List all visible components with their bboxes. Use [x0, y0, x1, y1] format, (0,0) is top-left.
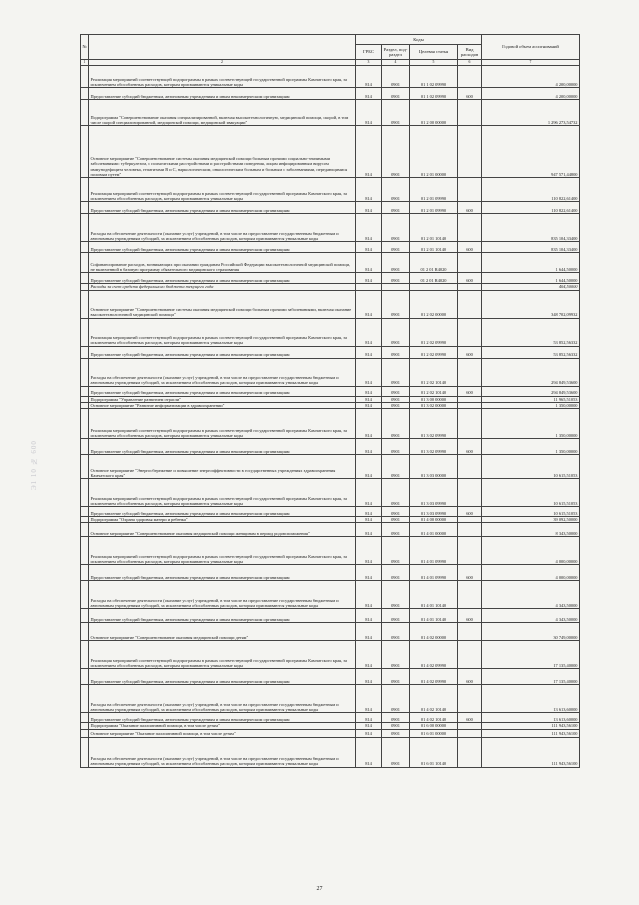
- cell-name: Предоставление субсидий бюджетным, автономным учреждениям и иным некоммерческим организациям: [89, 439, 356, 455]
- cell-grbs: 814: [356, 273, 382, 284]
- cell-num: [81, 66, 89, 88]
- cell-expense-type: [458, 623, 482, 641]
- table-row: [81, 318, 580, 346]
- cell-expense-type: 600: [458, 669, 482, 685]
- cell-expense-type: 600: [458, 88, 482, 100]
- cell-target-article: 01 2 01 10140: [410, 242, 458, 253]
- cell-target-article: 01 4 01 10140: [410, 581, 458, 609]
- cell-grbs: 814: [356, 537, 382, 565]
- cell-razdel: 0901: [382, 609, 410, 623]
- cell-target-article: 01 4 02 10140: [410, 713, 458, 723]
- cell-expense-type: [458, 100, 482, 126]
- cell-target-article: 01 4 02 09990: [410, 669, 458, 685]
- cell-expense-type: 600: [458, 386, 482, 396]
- cell-name: Расходы на обеспечение деятельности (оказание услуг) учреждений, в том числе на предоставление государственным бюджетным и автономным учреждениям субсидий, за исключением обособленных расходов, которым присваиваются уникальные коды: [89, 737, 356, 767]
- cell-grbs: 814: [356, 88, 382, 100]
- header-sum: Годовой объем ассигнований: [482, 35, 580, 60]
- cell-grbs: 814: [356, 178, 382, 202]
- header-razdel: Раздел, под-раздел: [382, 45, 410, 60]
- cell-grbs: 814: [356, 66, 382, 88]
- cell-num: [81, 273, 89, 284]
- cell-target-article: 01 4 01 00000: [410, 523, 458, 537]
- cell-name: Расходы на обеспечение деятельности (оказание услуг) учреждений, в том числе на предоставление государственным бюджетным и автономным учреждениям субсидий, за исключением обособленных расходов, которым присваиваются уникальные коды: [89, 581, 356, 609]
- cell-sum: 30 749,00000: [482, 623, 580, 641]
- cell-sum: 10 615,51053: [482, 479, 580, 507]
- cell-razdel: 0901: [382, 439, 410, 455]
- cell-target-article: 01 2 01 09990: [410, 178, 458, 202]
- cell-grbs: 814: [356, 609, 382, 623]
- cell-name: Предоставление субсидий бюджетным, автономным учреждениям и иным некоммерческим организациям: [89, 507, 356, 517]
- table-row: [81, 609, 580, 623]
- cell-name: Расходы за счет средств федерального бюджета текущего года: [89, 284, 356, 290]
- cell-grbs: 814: [356, 623, 382, 641]
- cell-sum: 4 343,50000: [482, 609, 580, 623]
- cell-sum: 53 852,56332: [482, 346, 580, 358]
- cell-grbs: 814: [356, 737, 382, 767]
- cell-num: [81, 669, 89, 685]
- cell-razdel: 0901: [382, 623, 410, 641]
- cell-target-article: 01 1 02 09990: [410, 88, 458, 100]
- cell-razdel: 0901: [382, 723, 410, 729]
- table-row: [81, 386, 580, 396]
- cell-target-article: 01 4 02 10140: [410, 685, 458, 713]
- cell-expense-type: [458, 729, 482, 737]
- cell-sum: 1 644,50000: [482, 253, 580, 273]
- table-row: [81, 669, 580, 685]
- cell-expense-type: [458, 479, 482, 507]
- header-name: [89, 35, 356, 60]
- cell-target-article: 01 2 02 10140: [410, 358, 458, 386]
- cell-expense-type: 600: [458, 202, 482, 214]
- cell-name: Предоставление субсидий бюджетным, автономным учреждениям и иным некоммерческим организациям: [89, 346, 356, 358]
- cell-expense-type: 600: [458, 242, 482, 253]
- cell-name: Основное мероприятие "Совершенствование оказания медицинской помощи женщинам в период родовспоможения": [89, 523, 356, 537]
- cell-name: Предоставление субсидий бюджетным, автономным учреждениям и иным некоммерческим организациям: [89, 669, 356, 685]
- cell-razdel: 0901: [382, 737, 410, 767]
- cell-grbs: 814: [356, 565, 382, 581]
- cell-name: Софинансирование расходов, возникающих при оказании гражданам Российской Федерации высокотехнологичной медицинской помощи, не включенной в базовую программу обязательного медицинского страхования: [89, 253, 356, 273]
- table-row: [81, 358, 580, 386]
- cell-grbs: 814: [356, 409, 382, 439]
- table-row: [81, 623, 580, 641]
- cell-grbs: 814: [356, 713, 382, 723]
- cell-target-article: 01 3 03 09990: [410, 479, 458, 507]
- cell-sum: 4 200,00000: [482, 88, 580, 100]
- cell-sum: 39 092,50000: [482, 517, 580, 523]
- cell-expense-type: 600: [458, 346, 482, 358]
- cell-sum: 17 135,40000: [482, 641, 580, 669]
- cell-expense-type: [458, 178, 482, 202]
- cell-sum: 4 000,00000: [482, 565, 580, 581]
- cell-name: Реализация мероприятий соответствующей подпрограммы в рамках соответствующей государственной программы Камчатского края, за исключением обособленных расходов, которым присваиваются уникальные коды: [89, 178, 356, 202]
- cell-razdel: 0901: [382, 517, 410, 523]
- cell-grbs: 814: [356, 455, 382, 479]
- cell-grbs: 814: [356, 523, 382, 537]
- cell-target-article: 01 4 01 09990: [410, 565, 458, 581]
- cell-sum: 8 343,50000: [482, 523, 580, 537]
- cell-name: Расходы на обеспечение деятельности (оказание услуг) учреждений, в том числе на предоставление государственным бюджетным и автономным учреждениям субсидий, за исключением обособленных расходов, которым присваиваются уникальные коды: [89, 358, 356, 386]
- table-row: [81, 685, 580, 713]
- cell-target-article: 01 4 01 10140: [410, 609, 458, 623]
- cell-sum: 13 613,60000: [482, 713, 580, 723]
- cell-sum: 835 104,33400: [482, 242, 580, 253]
- cell-razdel: 0901: [382, 214, 410, 242]
- cell-expense-type: 600: [458, 439, 482, 455]
- table-row: [81, 178, 580, 202]
- table-row: [81, 409, 580, 439]
- cell-razdel: 0901: [382, 523, 410, 537]
- cell-num: [81, 318, 89, 346]
- table-row: [81, 273, 580, 284]
- table-row: [81, 581, 580, 609]
- cell-name: Предоставление субсидий бюджетным, автономным учреждениям и иным некоммерческим организациям: [89, 242, 356, 253]
- cell-razdel: 0901: [382, 100, 410, 126]
- table-row: [81, 479, 580, 507]
- cell-num: [81, 358, 89, 386]
- cell-num: [81, 641, 89, 669]
- table-row: [81, 126, 580, 178]
- cell-target-article: 01 2 00 00000: [410, 100, 458, 126]
- cell-expense-type: [458, 290, 482, 318]
- cell-name: Подпрограмма "Охрана здоровья матери и ребенка": [89, 517, 356, 523]
- cell-num: [81, 581, 89, 609]
- index-cell: 5: [410, 60, 458, 66]
- cell-name: Основное мероприятие "Совершенствование системы оказания медицинской помощи больным прочими заболеваниями, включая оказание высокотехнологичной медицинской помощи": [89, 290, 356, 318]
- cell-expense-type: 600: [458, 609, 482, 623]
- table-row: [81, 565, 580, 581]
- cell-grbs: 814: [356, 318, 382, 346]
- cell-razdel: 0901: [382, 396, 410, 402]
- cell-sum: 13 613,60000: [482, 685, 580, 713]
- cell-name: Реализация мероприятий соответствующей подпрограммы в рамках соответствующей государственной программы Камчатского края, за исключением обособленных расходов, которым присваиваются уникальные коды: [89, 409, 356, 439]
- cell-num: [81, 507, 89, 517]
- cell-razdel: 0901: [382, 641, 410, 669]
- table-row: [81, 202, 580, 214]
- cell-razdel: 0901: [382, 402, 410, 408]
- table-row: [81, 537, 580, 565]
- cell-razdel: 0901: [382, 479, 410, 507]
- cell-num: [81, 386, 89, 396]
- cell-razdel: 0901: [382, 581, 410, 609]
- cell-razdel: 0901: [382, 669, 410, 685]
- cell-target-article: 01 2 01 00000: [410, 126, 458, 178]
- cell-target-article: 01 4 02 09990: [410, 641, 458, 669]
- cell-expense-type: [458, 358, 482, 386]
- header-grbs: ГРБС: [356, 45, 382, 60]
- cell-razdel: 0901: [382, 88, 410, 100]
- cell-num: [81, 713, 89, 723]
- cell-grbs: 814: [356, 669, 382, 685]
- header-codes: Коды: [356, 35, 482, 45]
- cell-num: [81, 290, 89, 318]
- table-row: [81, 346, 580, 358]
- cell-name: Подпрограмма "Совершенствование оказания специализированной, включая высокотехнологичную, медицинской помощи, скорой, в том числе скорой специализированной, медицинской помощи, медицинской эвакуации": [89, 100, 356, 126]
- cell-sum: 53 852,56332: [482, 318, 580, 346]
- cell-razdel: 0901: [382, 409, 410, 439]
- cell-name: Предоставление субсидий бюджетным, автономным учреждениям и иным некоммерческим организациям: [89, 386, 356, 396]
- index-cell: 4: [382, 60, 410, 66]
- cell-razdel: 0901: [382, 318, 410, 346]
- cell-name: Основное мероприятие "Оказание паллиативной помощи, в том числе детям": [89, 729, 356, 737]
- cell-target-article: 01 2 01 09990: [410, 202, 458, 214]
- cell-name: Предоставление субсидий бюджетным, автономным учреждениям и иным некоммерческим организациям: [89, 713, 356, 723]
- header-num: №: [81, 35, 89, 60]
- cell-expense-type: [458, 455, 482, 479]
- cell-num: [81, 253, 89, 273]
- cell-num: [81, 685, 89, 713]
- cell-num: [81, 565, 89, 581]
- cell-grbs: 814: [356, 100, 382, 126]
- cell-num: [81, 623, 89, 641]
- cell-grbs: 814: [356, 290, 382, 318]
- cell-name: Предоставление субсидий бюджетным, автономным учреждениям и иным некоммерческим организациям: [89, 202, 356, 214]
- cell-expense-type: 600: [458, 273, 482, 284]
- table-row: [81, 439, 580, 455]
- cell-num: [81, 523, 89, 537]
- cell-sum: 10 615,51053: [482, 455, 580, 479]
- cell-name: Основное мероприятие "Развитие информатизации в здравоохранении": [89, 402, 356, 408]
- margin-stamp: Э1 10 № 600: [30, 440, 38, 490]
- cell-razdel: 0901: [382, 729, 410, 737]
- cell-target-article: 01 4 00 00000: [410, 517, 458, 523]
- cell-sum: 294 849,53600: [482, 386, 580, 396]
- cell-target-article: 01 6 01 00000: [410, 729, 458, 737]
- cell-sum: 4 200,00000: [482, 66, 580, 88]
- table-row: [81, 455, 580, 479]
- cell-razdel: 0901: [382, 202, 410, 214]
- cell-sum: 17 135,40000: [482, 669, 580, 685]
- cell-razdel: 0901: [382, 178, 410, 202]
- cell-name: Основное мероприятие "Энергосбережение и повышение энергоэффективности в государственных учреждениях здравоохранения Камчатского края": [89, 455, 356, 479]
- cell-grbs: 814: [356, 396, 382, 402]
- cell-grbs: 814: [356, 507, 382, 517]
- table-row: [81, 641, 580, 669]
- cell-expense-type: [458, 685, 482, 713]
- table-row: [81, 713, 580, 723]
- cell-name: Подпрограмма "Управление развитием отрасли": [89, 396, 356, 402]
- cell-name: Основное мероприятие "Совершенствование оказания медицинской помощи детям": [89, 623, 356, 641]
- index-cell: 6: [458, 60, 482, 66]
- cell-name: Подпрограмма "Оказание паллиативной помощи, в том числе детям": [89, 723, 356, 729]
- cell-sum: 294 849,53600: [482, 358, 580, 386]
- cell-target-article: 01 4 02 00000: [410, 623, 458, 641]
- cell-num: [81, 537, 89, 565]
- cell-target-article: 01 3 02 00000: [410, 402, 458, 408]
- cell-num: [81, 729, 89, 737]
- cell-target-article: 01 2 02 10140: [410, 386, 458, 396]
- table-row: [81, 100, 580, 126]
- cell-num: [81, 88, 89, 100]
- table-row: [81, 253, 580, 273]
- cell-target-article: 01 6 01 10140: [410, 737, 458, 767]
- cell-sum: 1 296 273,54732: [482, 100, 580, 126]
- cell-sum: 110 822,61400: [482, 178, 580, 202]
- cell-grbs: 814: [356, 517, 382, 523]
- cell-razdel: 0901: [382, 455, 410, 479]
- page-number: 27: [316, 886, 323, 892]
- cell-expense-type: [458, 409, 482, 439]
- table-row: [81, 737, 580, 767]
- cell-razdel: 0901: [382, 713, 410, 723]
- table-row: [81, 729, 580, 737]
- cell-expense-type: [458, 641, 482, 669]
- cell-num: [81, 202, 89, 214]
- table-row: [81, 242, 580, 253]
- cell-target-article: 01 3 00 00000: [410, 396, 458, 402]
- cell-grbs: 814: [356, 386, 382, 396]
- cell-name: Основное мероприятие "Совершенствование системы оказания медицинской помощи больным прочими социально-значимыми заболеваниями: туберкулезом, с психическими расстройствами и расстройствами поведения, лицам инфицированным вирусом иммунодефицита человека, гепатитами B и C, наркологическим, онкологическим больным и больным с заболеваниями, передающимися половым путем": [89, 126, 356, 178]
- cell-target-article: 01 2 02 00000: [410, 290, 458, 318]
- cell-num: [81, 214, 89, 242]
- cell-sum: 835 104,33400: [482, 214, 580, 242]
- cell-grbs: 814: [356, 214, 382, 242]
- cell-razdel: 0901: [382, 507, 410, 517]
- cell-razdel: 0901: [382, 346, 410, 358]
- cell-sum: 111 943,56100: [482, 723, 580, 729]
- cell-sum: 110 822,61400: [482, 202, 580, 214]
- cell-expense-type: [458, 581, 482, 609]
- cell-num: [81, 479, 89, 507]
- cell-target-article: 01 2 02 09990: [410, 346, 458, 358]
- cell-expense-type: 600: [458, 565, 482, 581]
- cell-num: [81, 439, 89, 455]
- cell-grbs: 814: [356, 346, 382, 358]
- budget-table: [80, 34, 580, 768]
- cell-razdel: 0901: [382, 253, 410, 273]
- cell-razdel: 0901: [382, 273, 410, 284]
- cell-target-article: 01 3 02 09990: [410, 409, 458, 439]
- cell-target-article: 01 2 01 R4020: [410, 273, 458, 284]
- cell-name: Предоставление субсидий бюджетным, автономным учреждениям и иным некоммерческим организациям: [89, 609, 356, 623]
- cell-name: Расходы на обеспечение деятельности (оказание услуг) учреждений, в том числе на предоставление государственным бюджетным и автономным учреждениям субсидий, за исключением обособленных расходов, которым присваиваются уникальные коды: [89, 685, 356, 713]
- cell-grbs: 814: [356, 202, 382, 214]
- cell-grbs: 814: [356, 358, 382, 386]
- cell-expense-type: [458, 318, 482, 346]
- cell-num: [81, 242, 89, 253]
- cell-num: [81, 346, 89, 358]
- cell-name: Предоставление субсидий бюджетным, автономным учреждениям и иным некоммерческим организациям: [89, 88, 356, 100]
- cell-name: Реализация мероприятий соответствующей подпрограммы в рамках соответствующей государственной программы Камчатского края, за исключением обособленных расходов, которым присваиваются уникальные коды: [89, 479, 356, 507]
- cell-name: Предоставление субсидий бюджетным, автономным учреждениям и иным некоммерческим организациям: [89, 273, 356, 284]
- cell-num: [81, 609, 89, 623]
- cell-name: Расходы на обеспечение деятельности (оказание услуг) учреждений, в том числе на предоставление государственным бюджетным и автономным учреждениям субсидий, за исключением обособленных расходов, которым присваиваются уникальные коды: [89, 214, 356, 242]
- header-cs: Целевая статья: [410, 45, 458, 60]
- table-row: [81, 523, 580, 537]
- cell-num: [81, 126, 89, 178]
- table-row: [81, 290, 580, 318]
- cell-grbs: 814: [356, 126, 382, 178]
- cell-name: Реализация мероприятий соответствующей подпрограммы в рамках соответствующей государственной программы Камчатского края, за исключением обособленных расходов, которым присваиваются уникальные коды: [89, 641, 356, 669]
- table-row: [81, 66, 580, 88]
- cell-target-article: 01 2 01 10140: [410, 214, 458, 242]
- cell-sum: 947 571,44800: [482, 126, 580, 178]
- cell-grbs: 814: [356, 479, 382, 507]
- cell-sum: 348 702,09932: [482, 290, 580, 318]
- cell-razdel: 0901: [382, 290, 410, 318]
- cell-target-article: 01 2 01 R4020: [410, 253, 458, 273]
- cell-grbs: 814: [356, 253, 382, 273]
- cell-expense-type: [458, 253, 482, 273]
- cell-expense-type: [458, 66, 482, 88]
- cell-sum: 1 350,00000: [482, 409, 580, 439]
- cell-sum: 1 644,50000: [482, 273, 580, 284]
- cell-target-article: 01 2 02 09990: [410, 318, 458, 346]
- cell-sum: 1 350,00000: [482, 439, 580, 455]
- cell-razdel: 0901: [382, 66, 410, 88]
- cell-target-article: 01 1 02 09990: [410, 66, 458, 88]
- cell-sum: 4 343,50000: [482, 581, 580, 609]
- cell-razdel: 0901: [382, 358, 410, 386]
- index-cell: 1: [81, 60, 89, 66]
- cell-expense-type: [458, 126, 482, 178]
- cell-sum: 10 615,51053: [482, 507, 580, 517]
- cell-num: [81, 455, 89, 479]
- cell-num: [81, 409, 89, 439]
- cell-sum: 111 943,56100: [482, 737, 580, 767]
- cell-razdel: 0901: [382, 685, 410, 713]
- cell-expense-type: [458, 214, 482, 242]
- cell-target-article: 01 3 02 09990: [410, 439, 458, 455]
- cell-grbs: 814: [356, 439, 382, 455]
- cell-sum: 11 965,51053: [482, 396, 580, 402]
- cell-grbs: 814: [356, 685, 382, 713]
- cell-grbs: 814: [356, 729, 382, 737]
- index-cell: 7: [482, 60, 580, 66]
- cell-target-article: 01 3 03 09990: [410, 507, 458, 517]
- cell-expense-type: [458, 537, 482, 565]
- cell-target-article: 01 6 00 00000: [410, 723, 458, 729]
- cell-target-article: 01 3 03 00000: [410, 455, 458, 479]
- cell-expense-type: 600: [458, 713, 482, 723]
- cell-sum: 1 350,00000: [482, 402, 580, 408]
- cell-razdel: 0901: [382, 565, 410, 581]
- cell-grbs: 814: [356, 641, 382, 669]
- cell-name: Реализация мероприятий соответствующей подпрограммы в рамках соответствующей государственной программы Камчатского края, за исключением обособленных расходов, которым присваиваются уникальные коды: [89, 537, 356, 565]
- cell-grbs: 814: [356, 581, 382, 609]
- cell-name: Реализация мероприятий соответствующей подпрограммы в рамках соответствующей государственной программы Камчатского края, за исключением обособленных расходов, которым присваиваются уникальные коды: [89, 318, 356, 346]
- table-row: [81, 214, 580, 242]
- cell-num: [81, 100, 89, 126]
- cell-sum: 111 943,56100: [482, 729, 580, 737]
- index-cell: 3: [356, 60, 382, 66]
- cell-razdel: 0901: [382, 242, 410, 253]
- cell-target-article: 01 4 01 09990: [410, 537, 458, 565]
- table-row: [81, 507, 580, 517]
- cell-grbs: 814: [356, 242, 382, 253]
- cell-razdel: 0901: [382, 537, 410, 565]
- cell-num: [81, 178, 89, 202]
- cell-grbs: 814: [356, 723, 382, 729]
- cell-grbs: 814: [356, 402, 382, 408]
- cell-expense-type: [458, 737, 482, 767]
- cell-name: Реализация мероприятий соответствующей подпрограммы в рамках соответствующей государственной программы Камчатского края, за исключением обособленных расходов, которым присваиваются уникальные коды: [89, 66, 356, 88]
- cell-expense-type: [458, 523, 482, 537]
- cell-razdel: 0901: [382, 126, 410, 178]
- cell-sum: 404,50000: [482, 284, 580, 290]
- cell-expense-type: 600: [458, 507, 482, 517]
- cell-razdel: 0901: [382, 386, 410, 396]
- cell-num: [81, 737, 89, 767]
- index-cell: 2: [89, 60, 356, 66]
- cell-name: Предоставление субсидий бюджетным, автономным учреждениям и иным некоммерческим организациям: [89, 565, 356, 581]
- cell-sum: 4 000,00000: [482, 537, 580, 565]
- table-row: [81, 88, 580, 100]
- header-vid: Вид расходов: [458, 45, 482, 60]
